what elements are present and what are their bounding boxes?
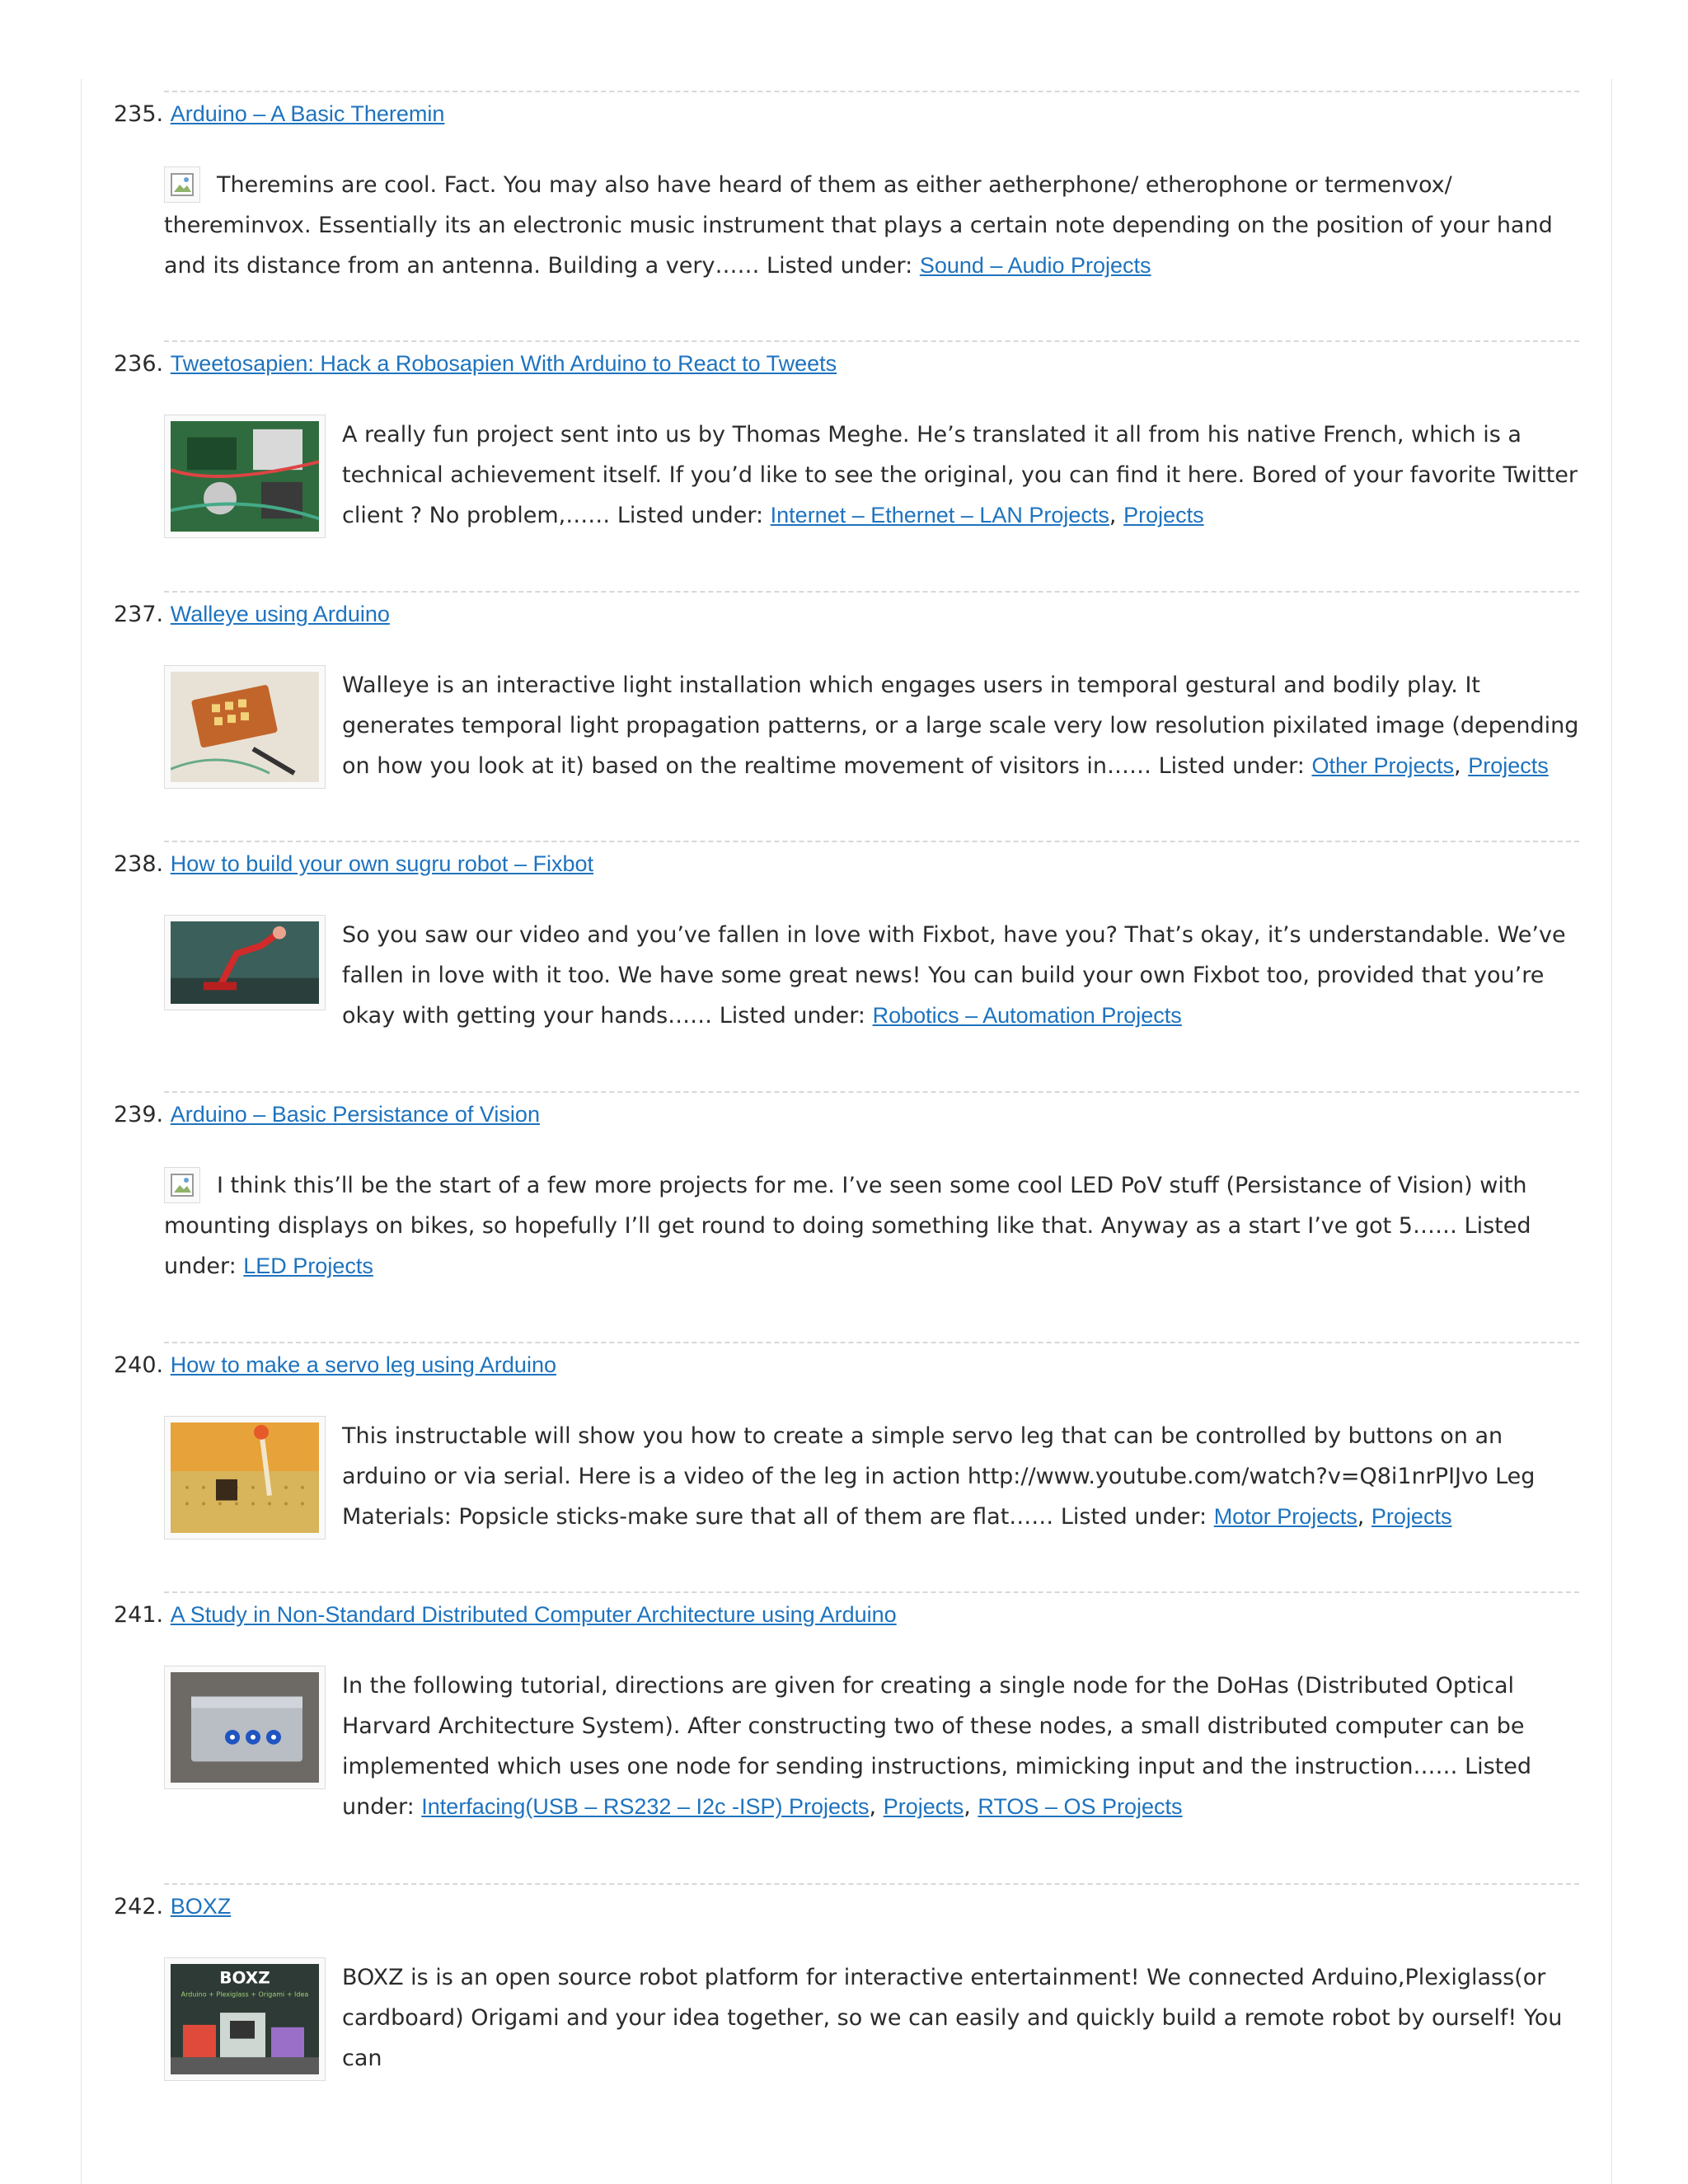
category-link[interactable]: Projects xyxy=(883,1794,964,1819)
thumb-subcaption: Arduino + Plexiglass + Origami + Idea xyxy=(181,1990,309,1999)
list-item xyxy=(114,841,1579,1055)
entry-excerpt xyxy=(164,1957,1579,2088)
entry-title-link[interactable]: Arduino – A Basic Theremin xyxy=(170,101,445,126)
category-separator: , xyxy=(1109,503,1124,528)
entry-title-link[interactable]: A Study in Non-Standard Distributed Computer Architecture using Arduino xyxy=(170,1602,897,1627)
divider xyxy=(164,1883,1579,1885)
category-link[interactable]: LED Projects xyxy=(243,1254,373,1278)
list-item xyxy=(114,91,1579,305)
list-item xyxy=(114,1591,1579,1839)
entry-excerpt xyxy=(164,1165,1579,1286)
list-item xyxy=(114,591,1579,805)
entry-header xyxy=(114,349,837,379)
entry-excerpt xyxy=(164,165,1579,286)
entry-title-link[interactable]: Arduino – Basic Persistance of Vision xyxy=(170,1102,540,1127)
divider xyxy=(164,340,1579,342)
entry-number: 238. xyxy=(114,851,164,877)
excerpt-text: A really fun project sent into us by Thomas Meghe. He’s translated it all from his native French, which is a technical achievement itself. If you’d like to see the original, you can find it here. Bored of your favorite Twitter client ? No problem,…… Listed under: xyxy=(342,422,1578,528)
entry-number: 236. xyxy=(114,351,164,377)
entry-header xyxy=(114,599,390,630)
divider xyxy=(164,591,1579,593)
entry-number: 235. xyxy=(114,101,164,127)
category-separator: , xyxy=(1357,1504,1372,1530)
category-link[interactable]: Other Projects xyxy=(1311,753,1455,778)
category-link[interactable]: RTOS – OS Projects xyxy=(978,1794,1183,1819)
entry-header xyxy=(114,1099,540,1130)
divider xyxy=(164,1342,1579,1343)
excerpt-text: So you saw our video and you’ve fallen in love with Fixbot, have you? That’s okay, it’s understandable. We’ve fallen in love with it too. We have some great news! You can build your own Fixbot too, provided that you’re okay with getting your hands…… Listed under: xyxy=(342,922,1566,1029)
category-link[interactable]: Sound – Audio Projects xyxy=(919,253,1151,278)
excerpt-text: Walleye is an interactive light installation which engages users in temporal gestural and bodily play. It generates temporal light propagation patterns, or a large scale very low resolution pixilated image (depending on how you look at it) based on the realtime movement of visitors in…… Listed under: xyxy=(342,673,1579,779)
excerpt-text: I think this’ll be the start of a few more projects for me. I’ve seen some cool LED PoV stuff (Persistance of Vision) with mounting displays on bikes, so hopefully I’ll get round to doing something like that. Anyway as a start I’ve got 5…… Listed under: xyxy=(164,1173,1531,1279)
broken-image-icon xyxy=(164,166,200,203)
entry-title-link[interactable]: Walleye using Arduino xyxy=(170,602,390,626)
thumb-caption: BOXZ xyxy=(219,1968,270,1988)
broken-image-icon xyxy=(164,1167,200,1203)
excerpt-text: In the following tutorial, directions are given for creating a single node for the DoHas (Distributed Optical Harvard Architecture System). After constructing two of these nodes, a small distributed computer can be implemented which uses one node for sending instructions, mimicking input and the instruction…… Listed under: xyxy=(342,1673,1532,1820)
entry-excerpt xyxy=(164,915,1579,1036)
entry-number: 241. xyxy=(114,1602,164,1628)
entry-header xyxy=(114,1600,897,1630)
category-link[interactable]: Robotics – Automation Projects xyxy=(872,1003,1182,1028)
category-link[interactable]: Projects xyxy=(1123,503,1204,527)
entry-number: 242. xyxy=(114,1894,164,1919)
divider xyxy=(164,91,1579,92)
list-item xyxy=(114,1342,1579,1556)
servo-leg-thumbnail[interactable] xyxy=(164,1416,326,1540)
category-link[interactable]: Projects xyxy=(1468,753,1549,778)
entry-excerpt xyxy=(164,415,1579,545)
list-item xyxy=(114,340,1579,555)
category-link[interactable]: Motor Projects xyxy=(1213,1504,1357,1529)
category-link[interactable]: Projects xyxy=(1371,1504,1452,1529)
entry-header xyxy=(114,99,444,129)
excerpt-text: BOXZ is is an open source robot platform for interactive entertainment! We connected Arduino,Plexiglass(or cardboard) Origami and your idea together, so we can easily and quickly build a remote robot by ourself! You can xyxy=(342,1965,1563,2071)
entry-title-link[interactable]: BOXZ xyxy=(170,1894,232,1919)
entry-number: 239. xyxy=(114,1102,164,1127)
divider xyxy=(164,1591,1579,1593)
entry-excerpt xyxy=(164,665,1579,795)
category-separator: , xyxy=(964,1794,978,1820)
divider xyxy=(164,1091,1579,1093)
category-link[interactable]: Interfacing(USB – RS232 – I2c -ISP) Projects xyxy=(421,1794,870,1819)
excerpt-text: Theremins are cool. Fact. You may also have heard of them as either aetherphone/ etherophone or termenvox/ thereminvox. Essentially its an electronic music instrument that plays a certain note depending on the position of your hand and its distance from an antenna. Building a very…… Listed under: xyxy=(164,172,1553,279)
boxz-robot-thumbnail[interactable] xyxy=(164,1957,326,2081)
entry-excerpt xyxy=(164,1666,1579,1827)
divider xyxy=(164,841,1579,842)
list-item xyxy=(114,1091,1579,1305)
entry-number: 237. xyxy=(114,602,164,627)
entry-excerpt xyxy=(164,1416,1579,1546)
entry-header xyxy=(114,1891,231,1922)
circuit-board-thumbnail[interactable] xyxy=(164,415,326,538)
category-separator: , xyxy=(1454,753,1469,779)
list-item xyxy=(114,1883,1579,2130)
entry-header xyxy=(114,1350,556,1380)
distributed-computer-thumbnail[interactable] xyxy=(164,1666,326,1789)
category-link[interactable]: Internet – Ethernet – LAN Projects xyxy=(770,503,1109,527)
entry-header xyxy=(114,849,593,879)
entry-number: 240. xyxy=(114,1352,164,1378)
excerpt-text: This instructable will show you how to create a simple servo leg that can be controlled by buttons on an arduino or via serial. Here is a video of the leg in action http://www.youtube.com/watch?v=Q8i1nrPIJvo Leg Materials: Popsicle sticks-make sure that all of them are flat…… Listed under: xyxy=(342,1423,1536,1530)
walleye-device-thumbnail[interactable] xyxy=(164,665,326,789)
fixbot-robot-thumbnail[interactable] xyxy=(164,915,326,1010)
category-separator: , xyxy=(869,1794,884,1820)
entry-title-link[interactable]: How to build your own sugru robot – Fixbot xyxy=(170,851,593,876)
entry-title-link[interactable]: Tweetosapien: Hack a Robosapien With Arduino to React to Tweets xyxy=(170,351,837,376)
entry-title-link[interactable]: How to make a servo leg using Arduino xyxy=(170,1352,556,1377)
